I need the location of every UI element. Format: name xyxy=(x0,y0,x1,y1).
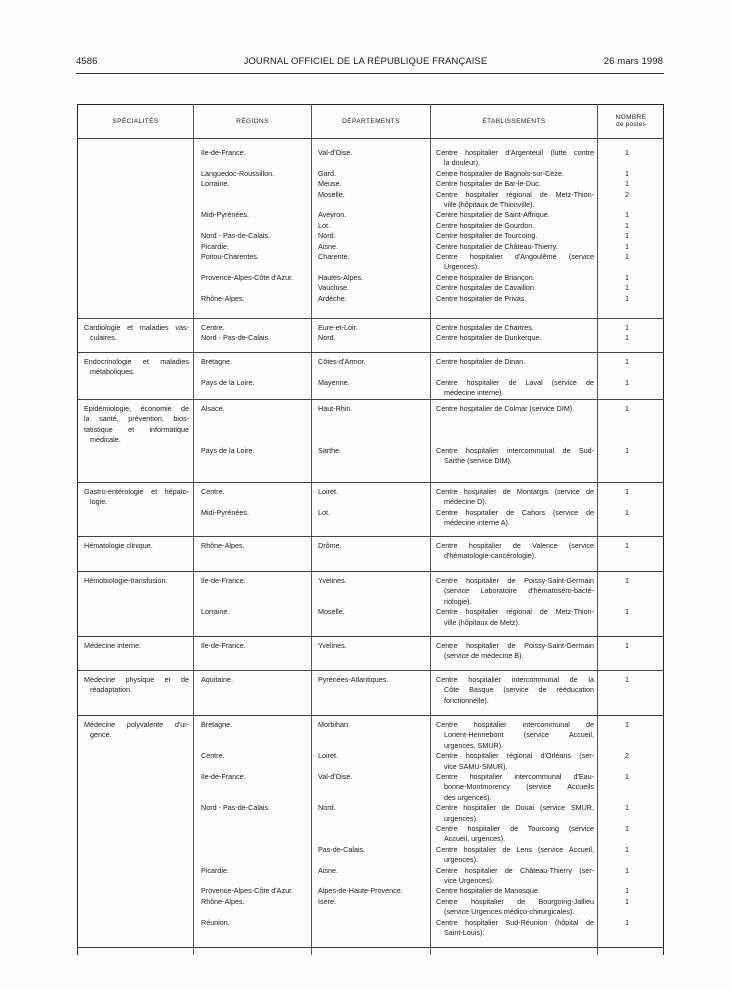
etablissement-line: Lorient-Hennebont (service Accueil, xyxy=(444,730,594,740)
nombre-postes-cell: 1 xyxy=(625,220,629,230)
departement-cell: Hautes-Alpes. xyxy=(318,272,364,282)
header-departements: DÉPARTEMENTS xyxy=(342,117,400,125)
nombre-postes-cell: 1 xyxy=(625,865,629,875)
etablissement-cell xyxy=(436,918,594,939)
region-cell: Lorraine. xyxy=(201,179,230,189)
nombre-postes-cell: 1 xyxy=(625,357,629,366)
region-cell: Nord - Pas-de-Calais. xyxy=(201,333,271,343)
etablissement-cell xyxy=(436,283,594,293)
etablissement-cell xyxy=(436,210,594,220)
etablissement-line: Centre hospitalier de Saint-Affrique. xyxy=(436,210,550,220)
nombre-postes-cell: 1 xyxy=(625,720,629,729)
etablissement-line: Centre hospitalier de Château-Thierry (ser- xyxy=(436,865,594,875)
nombre-postes-cell: 1 xyxy=(625,323,629,332)
etablissement-cell xyxy=(436,404,594,414)
region-cell: Alsace. xyxy=(201,404,225,413)
region-cell: Rhône-Alpes. xyxy=(201,896,245,906)
column-divider xyxy=(311,104,312,955)
specialite-cell xyxy=(84,323,189,344)
page-number: 4586 xyxy=(76,56,98,67)
etablissement-line: riologie). xyxy=(444,596,472,606)
column-divider xyxy=(193,104,194,955)
etablissement-cell xyxy=(436,897,594,918)
departement-cell: Lot. xyxy=(318,507,330,517)
departement-cell: Mayenne. xyxy=(318,377,350,387)
etablissement-line: la douleur). xyxy=(444,158,480,168)
header-nombre-line2: de postes xyxy=(616,121,646,128)
etablissement-line: vice Urgences). xyxy=(444,876,494,885)
departement-cell: Val-d'Oise. xyxy=(318,148,353,157)
etablissement-cell xyxy=(436,866,594,887)
departement-cell: Ardèche. xyxy=(318,293,347,303)
nombre-postes-cell: 1 xyxy=(625,210,629,220)
region-cell: Pays de la Loire. xyxy=(201,445,255,455)
region-cell: Bretagne. xyxy=(201,720,233,729)
etablissement-line: Centre hospitalier de Colmar (service DIM). xyxy=(436,404,575,413)
departement-cell: Loiret. xyxy=(318,487,338,496)
etablissement-cell xyxy=(436,231,594,241)
nombre-postes-cell: 1 xyxy=(625,293,629,303)
nombre-postes-cell: 1 xyxy=(625,179,629,189)
header-divider xyxy=(77,138,664,139)
nombre-postes-cell: 1 xyxy=(625,272,629,282)
departement-cell: Meuse. xyxy=(318,179,342,189)
etablissement-cell xyxy=(436,751,594,772)
etablissement-line: Sarthe (service DIM). xyxy=(444,456,512,465)
etablissement-line: Centre hospitalier de Douai (service SMUR, xyxy=(436,803,594,813)
departement-cell: Aveyron. xyxy=(318,210,347,220)
etablissement-cell xyxy=(436,641,594,662)
region-cell: Ile-de-France. xyxy=(201,772,246,781)
header-rule xyxy=(76,73,664,74)
etablissement-line: Centre hospitalier intercommunal de xyxy=(436,720,594,729)
specialite-cell xyxy=(84,720,189,741)
specialite-cell xyxy=(84,541,189,551)
etablissement-cell xyxy=(436,333,594,343)
departement-cell: Charente. xyxy=(318,252,350,261)
nombre-postes-cell: 1 xyxy=(625,168,629,178)
etablissement-line: médecine interne). xyxy=(444,388,504,398)
etablissement-cell xyxy=(436,772,594,803)
nombre-postes-cell: 1 xyxy=(625,445,629,455)
etablissement-line: urgences). xyxy=(444,813,478,823)
etablissement-line: Centre hospitalier de Bourgoing-Jallieu xyxy=(436,896,594,906)
departement-cell: Moselle. xyxy=(318,189,345,199)
region-cell: Pays de la Loire. xyxy=(201,377,255,387)
region-cell: Poitou-Charentes. xyxy=(201,252,259,261)
etablissement-line: Centre hospitalier de Château-Thierry. xyxy=(436,241,558,251)
column-divider xyxy=(430,104,431,955)
etablissement-line: ville (hôpitaux de Metz). xyxy=(444,617,520,627)
specialite-cell xyxy=(84,487,189,508)
etablissement-cell xyxy=(436,845,594,866)
specialite-cell xyxy=(84,675,189,696)
departement-cell: Côtes-d'Armor. xyxy=(318,357,366,366)
nombre-postes-cell: 1 xyxy=(625,333,629,343)
nombre-postes-cell: 1 xyxy=(625,641,629,650)
etablissement-line: Centre hospitalier de Cavaillon. xyxy=(436,283,536,293)
etablissement-line: Centre hospitalier de Bar-le-Duc. xyxy=(436,179,541,189)
etablissement-line: Centre hospitalier régional de Metz-Thion- xyxy=(436,189,594,199)
nombre-postes-cell: 2 xyxy=(625,189,629,199)
specialite-line: Hémobiologie-transfusion. xyxy=(84,576,168,585)
etablissement-cell xyxy=(436,221,594,231)
departement-cell: Aisne. xyxy=(318,241,338,251)
specialite-line: Cardiologie et maladies vas- xyxy=(84,323,189,332)
nombre-postes-cell: 1 xyxy=(625,507,629,517)
section-divider xyxy=(77,670,664,671)
departement-cell: Lot. xyxy=(318,220,330,230)
region-cell: Réunion. xyxy=(201,917,230,927)
etablissement-cell xyxy=(436,487,594,508)
nombre-postes-cell: 1 xyxy=(625,252,629,261)
departement-cell: Nord. xyxy=(318,803,336,813)
etablissement-cell xyxy=(436,294,594,304)
etablissement-line: Centre hospitalier de Lens (service Accueil, xyxy=(436,844,594,854)
specialite-line: Gastro-entérologie et hépato- xyxy=(84,487,189,496)
etablissement-cell xyxy=(436,273,594,283)
header-nombre-line1: NOMBRE xyxy=(615,114,647,121)
etablissement-cell xyxy=(436,190,594,211)
nombre-postes-cell: 1 xyxy=(625,772,629,781)
etablissement-line: urgences, SMUR). xyxy=(444,740,504,750)
region-cell: Picardie. xyxy=(201,865,229,875)
etablissement-cell xyxy=(436,357,594,367)
etablissement-cell xyxy=(436,576,594,607)
region-cell: Rhône-Alpes. xyxy=(201,293,245,303)
nombre-postes-cell: 1 xyxy=(625,675,629,684)
nombre-postes-cell: 1 xyxy=(625,607,629,617)
etablissement-line: Côte Basque (service de rééducation xyxy=(444,685,594,695)
departement-cell: Eure-et-Loir. xyxy=(318,323,358,332)
departement-cell: Nord. xyxy=(318,231,336,241)
section-divider xyxy=(77,715,664,716)
departement-cell: Moselle. xyxy=(318,607,345,617)
etablissement-line: Urgences). xyxy=(444,262,480,272)
etablissement-line: Centre hospitalier de Privas. xyxy=(436,293,527,303)
etablissement-cell xyxy=(436,446,594,467)
region-cell: Centre. xyxy=(201,323,225,332)
etablissement-cell xyxy=(436,720,594,751)
specialite-cell xyxy=(84,357,189,378)
nombre-postes-cell: 1 xyxy=(625,824,629,833)
nombre-postes-cell: 1 xyxy=(625,404,629,413)
etablissement-line: Centre hospitalier intercommunal de Sud- xyxy=(436,445,594,455)
header-etablissements: ÉTABLISSEMENTS xyxy=(482,117,546,125)
header-specialites: SPÉCIALITÉS xyxy=(112,117,159,125)
nombre-postes-cell: 1 xyxy=(625,541,629,550)
etablissement-cell xyxy=(436,607,594,628)
specialite-cell xyxy=(84,404,189,446)
etablissement-cell xyxy=(436,378,594,399)
nombre-postes-cell: 1 xyxy=(625,231,629,241)
region-cell: Centre. xyxy=(201,487,225,496)
specialite-line: culaires. xyxy=(90,333,117,343)
etablissement-line: Centre hospitalier de Laval (service de xyxy=(436,377,594,387)
etablissement-cell xyxy=(436,252,594,273)
nombre-postes-cell: 1 xyxy=(625,886,629,896)
etablissement-line: Centre hospitalier de Bagnols-sur-Cèze. xyxy=(436,168,564,178)
nombre-postes-cell: 1 xyxy=(625,896,629,906)
etablissement-line: (service Laboratoire d'hématoséro-bacté- xyxy=(444,586,594,596)
etablissement-line: urgences). xyxy=(444,855,478,865)
etablissement-line: Centre hospitalier de Cahors (service de xyxy=(436,507,594,517)
etablissement-line: Accueil, urgences). xyxy=(444,834,506,844)
departement-cell: Isère. xyxy=(318,896,336,906)
section-divider xyxy=(77,947,664,948)
region-cell: Bretagne. xyxy=(201,357,233,366)
etablissement-line: Centre hospitalier de Poissy-Saint-Germain xyxy=(436,576,594,585)
section-divider xyxy=(77,482,664,483)
nombre-postes-cell: 1 xyxy=(625,487,629,496)
region-cell: Aquitaine. xyxy=(201,675,233,684)
etablissement-line: bonne-Montmorency (service Accueils xyxy=(444,782,594,792)
specialite-line: Endocrinologie et maladies xyxy=(84,357,189,366)
etablissement-line: Centre hospitalier d'Angoulême (service xyxy=(436,252,594,261)
departement-cell: Vaucluse. xyxy=(318,283,350,293)
specialite-line: métaboliques. xyxy=(90,367,135,377)
region-cell: Nord - Pas-de-Calais. xyxy=(201,231,271,241)
section-divider xyxy=(77,318,664,319)
departement-cell: Nord. xyxy=(318,333,336,343)
nombre-postes-cell: 1 xyxy=(625,148,629,157)
etablissement-line: Centre hospitalier de Valence (service xyxy=(436,541,594,550)
specialite-line: Hématologie clinique. xyxy=(84,541,153,550)
etablissement-cell xyxy=(436,824,594,845)
departement-cell: Pas-de-Calais. xyxy=(318,844,366,854)
journal-title: JOURNAL OFFICIEL DE LA RÉPUBLIQUE FRANÇAISE xyxy=(243,56,488,67)
region-cell: Lorraine. xyxy=(201,607,230,617)
region-cell: Centre. xyxy=(201,751,225,761)
region-cell: Ile-de-France. xyxy=(201,148,246,157)
section-divider xyxy=(77,399,664,400)
etablissement-line: (service Urgences médico-chirurgicales). xyxy=(444,907,575,917)
etablissement-cell xyxy=(436,675,594,706)
region-cell: Provence-Alpes-Côte d'Azur. xyxy=(201,272,294,282)
specialite-line: gence. xyxy=(90,730,112,740)
region-cell: Midi-Pyrénées. xyxy=(201,507,249,517)
region-cell: Provence-Alpes-Côte d'Azur. xyxy=(201,886,294,896)
departement-cell: Yvelines. xyxy=(318,641,347,650)
departement-cell: Loiret. xyxy=(318,751,338,761)
etablissement-line: Saint-Louis). xyxy=(444,928,485,937)
etablissement-line: Centre hospitalier d'Argenteuil (lutte contre xyxy=(436,148,594,157)
nombre-postes-cell: 2 xyxy=(625,751,629,761)
etablissement-line: Centre hospitalier régional d'Orléans (ser- xyxy=(436,751,594,761)
etablissement-line: ville (hôpitaux de Thionville). xyxy=(444,200,535,209)
etablissement-line: Centre hospitalier régional de Metz-Thion- xyxy=(436,607,594,617)
etablissement-cell xyxy=(436,541,594,562)
nombre-postes-cell: 1 xyxy=(625,241,629,251)
etablissement-cell xyxy=(436,886,594,896)
header-nombre xyxy=(598,104,664,138)
etablissement-line: Centre hospitalier intercommunal d'Eau- xyxy=(436,772,594,781)
region-cell: Languedoc-Roussillon. xyxy=(201,168,275,178)
region-cell: Nord - Pas-de-Calais. xyxy=(201,803,271,813)
etablissement-line: Centre hospitalier de Poissy-Saint-Germain xyxy=(436,641,594,650)
etablissement-line: Centre hospitalier de Tourcoing (service xyxy=(436,824,594,833)
etablissement-line: Centre hospitalier de Montargis (service de xyxy=(436,487,594,496)
departement-cell: Val-d'Oise. xyxy=(318,772,353,781)
section-divider xyxy=(77,352,664,353)
specialite-cell xyxy=(84,641,189,651)
departement-cell: Pyrénées-Atlantiques. xyxy=(318,675,389,684)
departement-cell: Alpes-de-Haute-Provence. xyxy=(318,886,403,896)
nombre-postes-cell: 1 xyxy=(625,377,629,387)
etablissement-line: Centre hospitalier de Dunkerque. xyxy=(436,333,542,343)
specialite-line: Médecine physique et de xyxy=(84,675,189,684)
departement-cell: Aisne. xyxy=(318,865,338,875)
region-cell: Rhône-Alpes. xyxy=(201,541,245,550)
specialite-line: médicale. xyxy=(90,435,121,445)
specialite-line: tatistique et informatique xyxy=(84,424,189,434)
etablissement-line: fonctionnelle). xyxy=(444,695,489,705)
departement-cell: Morbihan. xyxy=(318,720,350,729)
etablissement-line: Centre hospitalier de Dinan. xyxy=(436,357,526,366)
departement-cell: Gard. xyxy=(318,168,336,178)
specialite-line: logie. xyxy=(90,497,108,507)
etablissement-cell xyxy=(436,169,594,179)
etablissement-line: médecine D). xyxy=(444,497,487,507)
etablissement-cell xyxy=(436,803,594,824)
region-cell: Ile-de-France. xyxy=(201,576,246,585)
etablissement-cell xyxy=(436,323,594,333)
etablissement-line: Centre hospitalier Sud-Réunion (hôpital de xyxy=(436,917,594,927)
etablissement-line: Centre hospitalier de Manosque. xyxy=(436,886,540,896)
etablissement-line: Centre hospitalier de Gourdon. xyxy=(436,220,535,230)
publication-date: 26 mars 1998 xyxy=(603,56,663,67)
specialite-line: réadaptation. xyxy=(90,685,132,695)
departement-cell: Sarthe. xyxy=(318,445,342,455)
etablissement-line: d'hématologie-cancérologie). xyxy=(444,551,537,561)
departement-cell: Yvelines. xyxy=(318,576,347,585)
specialite-cell xyxy=(84,576,189,586)
etablissement-line: médecine interne A). xyxy=(444,518,510,528)
specialite-line: Médecine polyvalente d'ur- xyxy=(84,720,189,729)
nombre-postes-cell: 1 xyxy=(625,803,629,813)
specialite-line: Epidémiologie, économie de xyxy=(84,404,189,413)
etablissement-cell xyxy=(436,508,594,529)
departement-cell: Drôme. xyxy=(318,541,342,550)
nombre-postes-cell: 1 xyxy=(625,917,629,927)
etablissement-line: Centre hospitalier de Tourcoing. xyxy=(436,231,538,241)
nombre-postes-cell: 1 xyxy=(625,844,629,854)
region-cell: Ile-de-France. xyxy=(201,641,246,650)
etablissement-line: des urgences). xyxy=(444,792,492,802)
header-regions: RÉGIONS xyxy=(236,117,269,125)
etablissement-cell xyxy=(436,148,594,169)
etablissement-line: vice SAMU-SMUR). xyxy=(444,761,508,771)
etablissement-line: Centre hospitalier de Chartres. xyxy=(436,323,534,332)
etablissement-line: (service de médecine B). xyxy=(444,651,524,661)
specialite-line: Médecine interne. xyxy=(84,641,142,650)
departement-cell: Haut-Rhin. xyxy=(318,404,353,413)
etablissement-line: Centre hospitalier intercommunal de la xyxy=(436,675,594,684)
section-divider xyxy=(77,636,664,637)
section-divider xyxy=(77,536,664,537)
etablissement-cell xyxy=(436,242,594,252)
section-divider xyxy=(77,571,664,572)
region-cell: Midi-Pyrénées. xyxy=(201,210,249,220)
region-cell: Picardie. xyxy=(201,241,229,251)
nombre-postes-cell: 1 xyxy=(625,283,629,293)
etablissement-cell xyxy=(436,179,594,189)
etablissement-line: Centre hospitalier de Briançon. xyxy=(436,272,535,282)
specialite-line: la santé, prévention, bios- xyxy=(84,414,189,424)
nombre-postes-cell: 1 xyxy=(625,576,629,585)
